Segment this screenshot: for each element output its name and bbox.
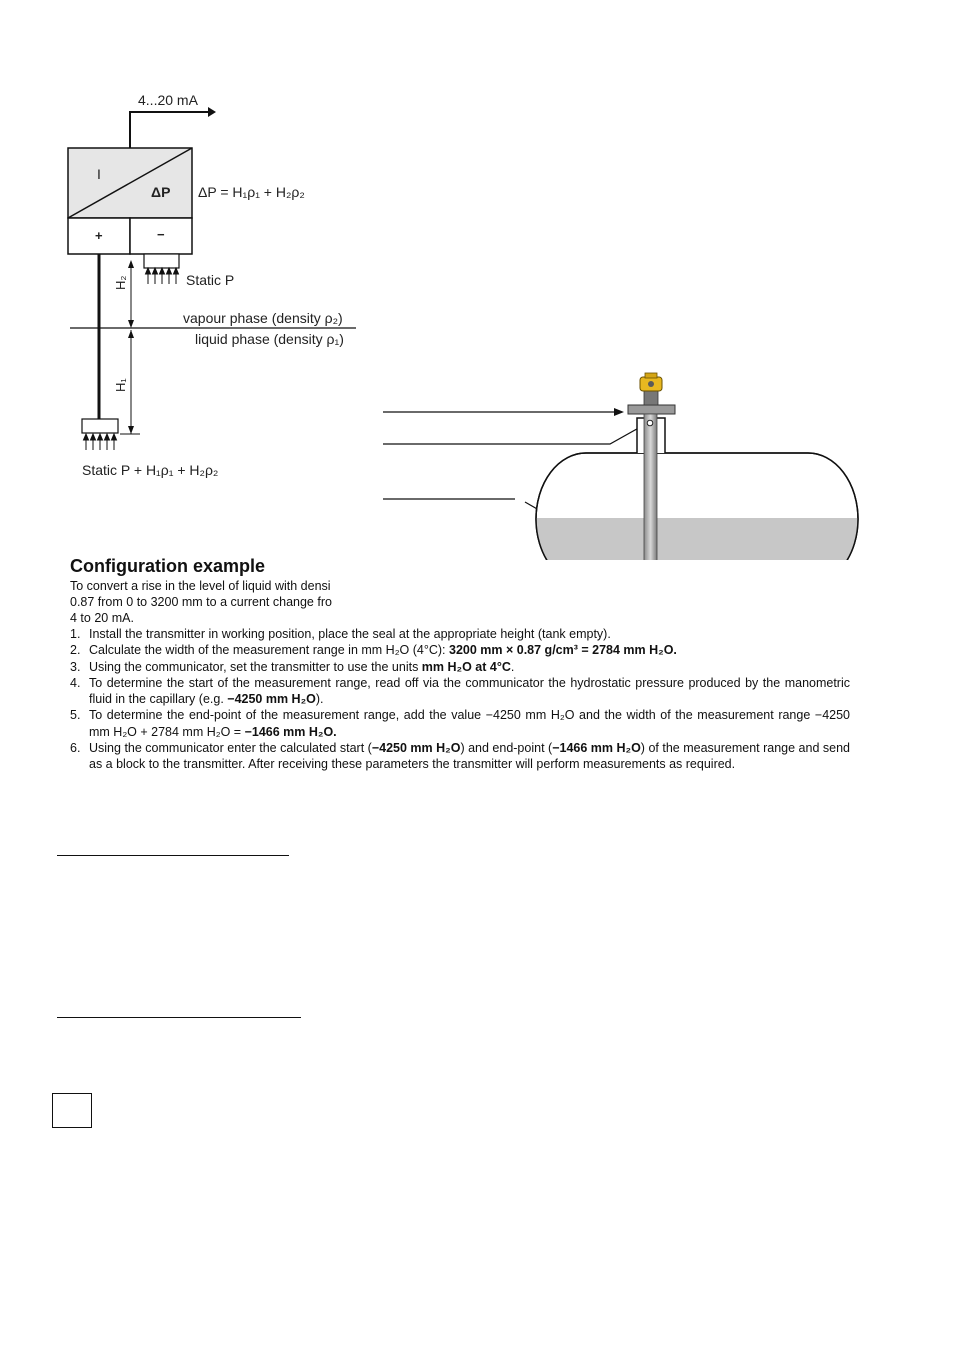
- vapour-phase-label: vapour phase (density ρ₂): [183, 310, 343, 326]
- bottom-pressure-arrows: [84, 434, 117, 450]
- step-number: 3.: [70, 659, 81, 674]
- step-bold: mm H₂O at 4°C: [421, 659, 511, 674]
- intro-line: To convert a rise in the level of liquid with densi: [70, 579, 331, 593]
- step-text: To determine the end-point of the measurement range, add the value −4250 mm H₂O and the width of the measurement range −4250 mm H₂O + 2784 mm H₂O =: [89, 708, 850, 739]
- bottom-pressure-label: Static P + H₁ρ₁ + H₂ρ₂: [82, 462, 219, 478]
- step-tail: ).: [315, 692, 324, 707]
- step-number: 6.: [70, 741, 81, 756]
- step-text: Calculate the width of the measurement range in mm H₂O (4°C):: [89, 643, 449, 658]
- h1-label: H₁: [113, 378, 128, 392]
- step-number: 2.: [70, 643, 81, 658]
- intro-line: 4 to 20 mA.: [70, 611, 134, 625]
- tank-liquid: [530, 518, 870, 560]
- step-text: Using the communicator, set the transmitter to use the units: [89, 659, 422, 674]
- step-text: Install the transmitter in working position, place the seal at the appropriate height (tank empty).: [89, 627, 611, 641]
- intro-line: 0.87 from 0 to 3200 mm to a current change fro: [70, 595, 332, 609]
- plus-label: +: [95, 228, 103, 243]
- step-item: [70, 675, 850, 708]
- step-bold: −4250 mm H₂O: [371, 741, 461, 756]
- step-tail: .: [510, 659, 515, 674]
- step-item: [70, 659, 850, 675]
- static-p-seal: [144, 254, 179, 268]
- step-bold: −4250 mm H₂O: [227, 692, 316, 707]
- config-title: Configuration example: [70, 556, 266, 576]
- config-intro: [70, 578, 355, 626]
- answer-line[interactable]: [57, 1017, 301, 1018]
- step-item: [70, 707, 850, 740]
- step-text: To determine the start of the measurement range, read off via the communicator the hydrostatic pressure produced by the manometric fluid in the capillary (e.g.: [89, 675, 850, 707]
- static-p-arrows: [146, 268, 179, 284]
- step-item: [70, 642, 850, 658]
- step-text: Using the communicator enter the calculated start (: [89, 741, 372, 756]
- minus-label: −: [157, 227, 165, 242]
- transmitter-head: [640, 373, 662, 405]
- config-steps: [70, 626, 850, 773]
- signal-line: [130, 112, 208, 148]
- answer-line[interactable]: [57, 855, 289, 856]
- block-input-label: I: [97, 166, 101, 182]
- step-tail: ) of the measurement range and send as a block to the transmitter. After receiving these parameters the transmitter will perform measurements as required.: [89, 741, 850, 772]
- step-item: [70, 740, 850, 773]
- flange: [628, 405, 675, 414]
- signal-label: 4...20 mA: [138, 92, 198, 108]
- step-bold: −1466 mm H₂O.: [244, 724, 337, 739]
- step-bold: 3200 mm × 0.87 g/cm³ = 2784 mm H₂O.: [449, 643, 677, 658]
- liquid-phase-label: liquid phase (density ρ₁): [195, 331, 344, 347]
- bottom-seal: [82, 419, 118, 433]
- step-text: ) and end-point (: [460, 741, 553, 756]
- probe-pipe: [644, 414, 657, 560]
- step-number: 1.: [70, 627, 81, 641]
- dp-formula: ΔP = H₁ρ₁ + H₂ρ₂: [198, 184, 305, 200]
- step-number: 5.: [70, 708, 81, 723]
- step-number: 4.: [70, 675, 81, 690]
- step-bold: −1466 mm H₂O: [552, 741, 641, 756]
- answer-box[interactable]: [52, 1093, 92, 1128]
- block-dp-label: ΔP: [151, 184, 171, 200]
- static-p-label: Static P: [186, 272, 235, 288]
- signal-arrow: [208, 107, 216, 117]
- h2-label: H₂: [113, 275, 128, 290]
- step-item: [70, 626, 850, 642]
